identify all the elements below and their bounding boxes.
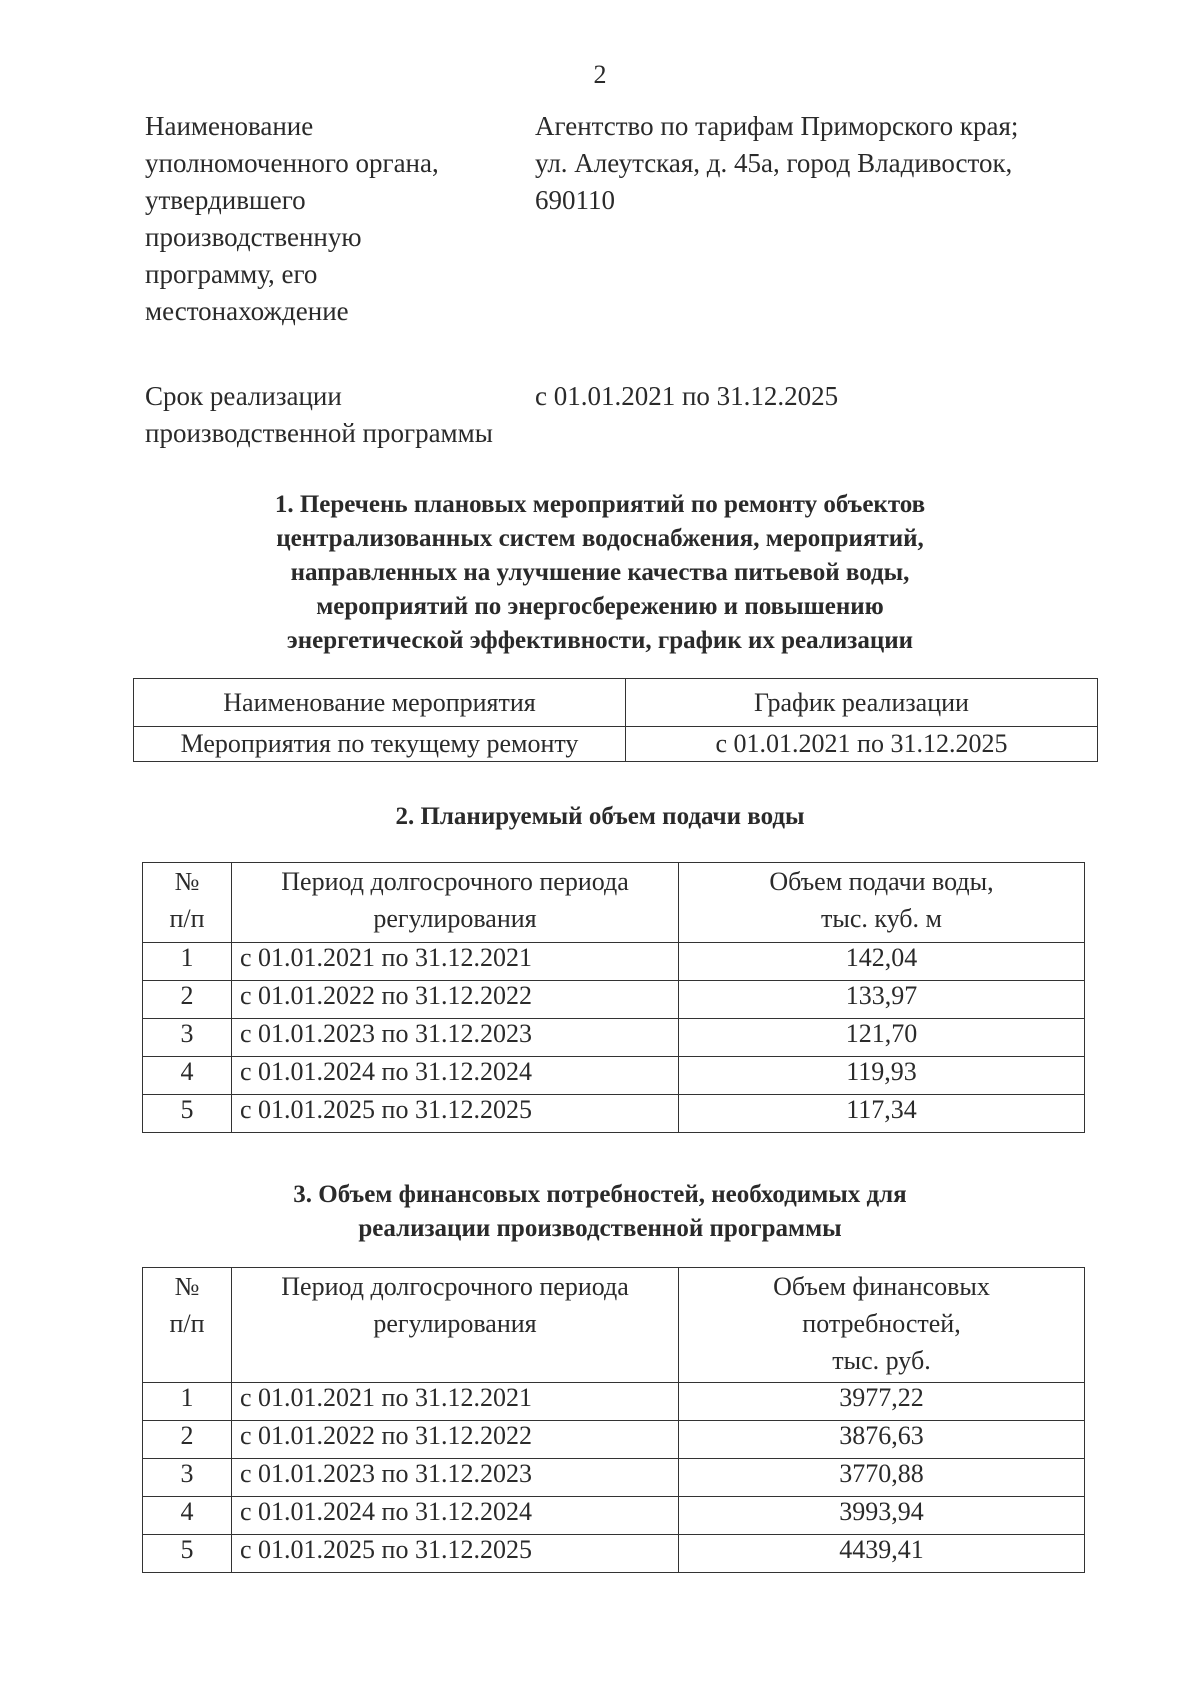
table-header-row [134,679,1098,727]
label-line: Срок реализации [145,381,342,411]
row-number: 1 [143,1383,232,1421]
row-number: 3 [143,1019,232,1057]
row-period: с 01.01.2025 по 31.12.2025 [232,1535,679,1573]
value-line: ул. Алеутская, д. 45а, город Владивосток, [535,148,1013,178]
row-value: 3993,94 [679,1497,1085,1535]
title-line: мероприятий по энергосбережению и повышению [316,593,884,620]
header-cell: График реализации [626,679,1098,727]
row-period: с 01.01.2022 по 31.12.2022 [232,981,679,1019]
section1-table [133,678,1098,762]
header-cell-number [143,863,232,943]
row-number: 5 [143,1535,232,1573]
row-period: с 01.01.2025 по 31.12.2025 [232,1095,679,1133]
header-line: регулирования [373,1309,537,1338]
row-period: с 01.01.2024 по 31.12.2024 [232,1057,679,1095]
table-cell: с 01.01.2021 по 31.12.2025 [626,727,1098,762]
label-line: местонахождение [145,296,349,326]
row-period: с 01.01.2024 по 31.12.2024 [232,1497,679,1535]
row-period: с 01.01.2023 по 31.12.2023 [232,1019,679,1057]
row-value: 119,93 [679,1057,1085,1095]
info-authority-label [145,108,525,330]
page-number: 2 [593,60,607,89]
table-row [143,1497,1085,1535]
label-line: программу, его [145,259,318,289]
info-authority [145,108,1085,338]
header-line: Объем финансовых [773,1272,990,1301]
row-number: 2 [143,981,232,1019]
header-line: Период долгосрочного периода [281,1272,629,1301]
row-period: с 01.01.2021 по 31.12.2021 [232,1383,679,1421]
label-line: производственной программы [145,418,493,448]
section2-title [0,800,1200,834]
row-number: 3 [143,1459,232,1497]
header-cell-number [143,1268,232,1383]
info-period [145,378,1085,458]
header-line: Объем подачи воды, [769,867,994,896]
row-number: 5 [143,1095,232,1133]
title-line: 1. Перечень плановых мероприятий по ремонту объектов [274,491,926,518]
title-line: энергетической эффективности, график их реализации [286,627,914,654]
title-line: реализации производственной программы [358,1215,842,1242]
header-cell-finance [679,1268,1085,1383]
table-row [143,1057,1085,1095]
table-row [143,943,1085,981]
row-number: 4 [143,1057,232,1095]
row-value: 121,70 [679,1019,1085,1057]
row-value: 3770,88 [679,1459,1085,1497]
header-line: № [174,867,200,896]
row-number: 4 [143,1497,232,1535]
info-authority-value [535,108,1085,219]
table-row [143,1535,1085,1573]
header-line: п/п [169,1309,205,1338]
title-line: направленных на улучшение качества питьевой воды, [290,559,910,586]
header-cell-period [232,863,679,943]
header-line: тыс. руб. [832,1346,931,1375]
header-cell: Наименование мероприятия [134,679,626,727]
row-period: с 01.01.2022 по 31.12.2022 [232,1421,679,1459]
table-cell: Мероприятия по текущему ремонту [134,727,626,762]
title-line: 2. Планируемый объем подачи воды [395,803,805,830]
row-value: 4439,41 [679,1535,1085,1573]
row-value: 117,34 [679,1095,1085,1133]
table-row [143,1383,1085,1421]
section2-table [142,862,1085,1133]
table-row [134,727,1098,762]
row-period: с 01.01.2021 по 31.12.2021 [232,943,679,981]
title-line: 3. Объем финансовых потребностей, необходимых для [293,1181,907,1208]
row-number: 2 [143,1421,232,1459]
row-number: 1 [143,943,232,981]
section1-title [0,488,1200,658]
header-line: регулирования [373,904,537,933]
header-line: тыс. куб. м [821,904,942,933]
label-line: утвердившего [145,185,306,215]
header-line: п/п [169,904,205,933]
header-line: № [174,1272,200,1301]
table-row [143,981,1085,1019]
table-header-row [143,1268,1085,1383]
table-header-row [143,863,1085,943]
label-line: производственную [145,222,362,252]
table-row [143,1421,1085,1459]
header-cell-volume [679,863,1085,943]
table-row [143,1095,1085,1133]
table-row [143,1019,1085,1057]
info-period-label [145,378,525,452]
header-line: Период долгосрочного периода [281,867,629,896]
info-period-value [535,378,1085,415]
label-line: Наименование [145,111,314,141]
row-period: с 01.01.2023 по 31.12.2023 [232,1459,679,1497]
value-line: Агентство по тарифам Приморского края; [535,111,1019,141]
label-line: уполномоченного органа, [145,148,439,178]
value-line: с 01.01.2021 по 31.12.2025 [535,381,839,411]
header-line: потребностей, [802,1309,961,1338]
row-value: 3876,63 [679,1421,1085,1459]
value-line: 690110 [535,185,615,215]
section3-title [0,1178,1200,1246]
row-value: 133,97 [679,981,1085,1019]
section3-table [142,1267,1085,1573]
row-value: 3977,22 [679,1383,1085,1421]
title-line: централизованных систем водоснабжения, мероприятий, [276,525,924,552]
row-value: 142,04 [679,943,1085,981]
header-cell-period [232,1268,679,1383]
table-row [143,1459,1085,1497]
